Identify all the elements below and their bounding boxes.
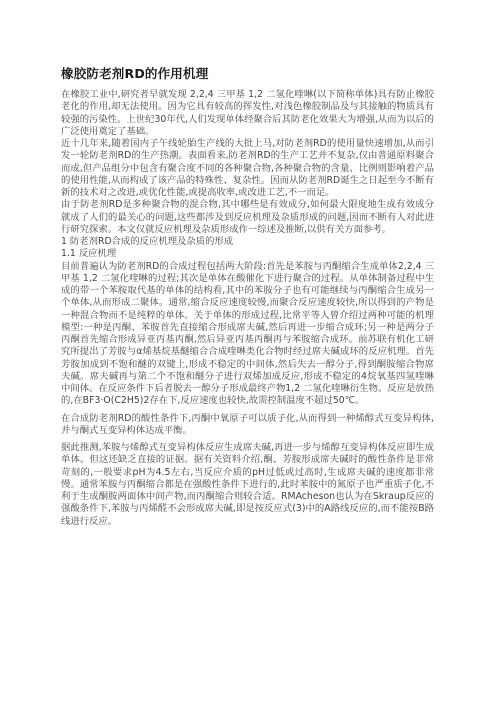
paragraph-mechanism-2: 在合成防老剂RD的酸性条件下,丙酮中氧原子可以质子化,从而得到一种烯醇式互变异构体,并与酮式互变异构体达成平衡。 <box>61 412 434 436</box>
document-title: 橡胶防老剂RD的作用机理 <box>61 66 209 81</box>
section-heading: 1 防老剂RD合成的反应机理及杂质的形成 <box>61 236 234 247</box>
subsection-heading: 1.1 反应机理 <box>61 248 117 260</box>
paragraph-mechanism-3: 据此推测,苯胺与烯醇式互变异构体反应生成席夫碱,再进一步与烯醇互变异构体反应即生成单体。但这还缺乏直接的证据。据有关资料介绍,酮、芳胺形成席夫碱时的酸性条件是非常苛刻的,一般要求pH为4.5左右,当反应介质的pH过低或过高时,生成席夫碱的速度都非常慢。通常苯胺与丙酮缩合都是在强酸性条件下进行的,此时苯胺中的氮原子也严重质子化,不利于生成酮胺两面体中间产物,而丙酮缩合则较合适。RMAcheson也认为在Skraup反应的强酸条件下,苯胺与丙烯醛不会形成席夫碱,即是按反应式(3)中的A路线反应的,而不能按B路线进行反应。 <box>61 442 434 527</box>
intro-section <box>61 89 434 236</box>
paragraph-mechanism-1: 目前普遍认为防老剂RD的合成过程包括两大阶段:首先是苯胺与丙酮缩合生成单体2,2,4 三甲基 1,2 二氢化喹啉的过程;其次是单体在酸催化下进行聚合的过程。从单体制备过程中生成的带一个苯胺取代基的单体的结构看,其中的苯胺分子也有可能继续与丙酮缩合生成另一个单体,从而形成二聚体。通常,缩合反应速度较慢,而聚合反应速度较快,所以得到的产物是一种混合物而不是纯粹的单体。关于单体的形成过程,比常平等人曾介绍过两种可能的机理模型:一种是丙酮、苯胺首先直接缩合形成席夫碱,然后再进一步缩合成环;另一种是两分子丙酮首先缩合形成异亚丙基丙酮,然后异亚丙基丙酮再与苯胺缩合成环。前苏联有机化工研究所提出了芳胺与α烯基烷基醚缩合合成喹啉类化合物时经过席夫碱成环的反应机理。首先芳胺加成到不饱和醚的双键上,形成不稳定的中间体,然后失去一醇分子,得到酮胺缩合物席夫碱。席夫碱再与第二个不饱和醚分子进行双烯加成反应,形成不稳定的4烷氧基四氢喹啉中间体。在反应条件下后者脱去一醇分子形成最终产物1,2 二氢化喹啉衍生物。反应是放热的,在BF3·O(C2H5)2存在下,反应速度也较快,故需控制温度不超过50℃。 <box>61 260 434 407</box>
paragraph-intro-1: 在橡胶工业中,研究者早就发现 2,2,4 三甲基 1,2 二氢化喹啉(以下简称单体)具有防止橡胶老化的作用,却无法使用。因为它具有较高的挥发性,对浅色橡胶制品及与其接触的物质具有较强的污染性。上世纪30年代,人们发现单体经聚合后其防老化效果大为增强,从而为以后的广泛使用奠定了基础。 <box>61 89 434 137</box>
paragraph-intro-2: 近十几年来,随着国内子午线轮胎生产线的大批上马,对防老剂RD的使用量快速增加,从而引发一轮防老剂RD的生产热潮。表面看来,防老剂RD的生产工艺并不复杂,仅由普通原料聚合而成,但产品组分中包含有聚合度不同的各种聚合物,各种聚合物的含量、比例则影响着产品的使用性能,从而构成了该产品的特殊性、复杂性。因而从防老剂RD诞生之日起至今不断有新的技术对之改进,或优化性能,或提高收率,或改进工艺,不一而足。 <box>61 138 434 198</box>
paragraph-intro-3: 由于防老剂RD是多种聚合物的混合物,其中哪些是有效成分,如何最大限度地生成有效成分就成了人们的最关心的问题,这些都涉及到反应机理及杂质形成的问题,因而不断有人对此进行研究探索。本文仅就反应机理及杂质形成作一综述及推断,以供有关方面参考。 <box>61 199 434 235</box>
mechanism-section <box>61 261 434 528</box>
